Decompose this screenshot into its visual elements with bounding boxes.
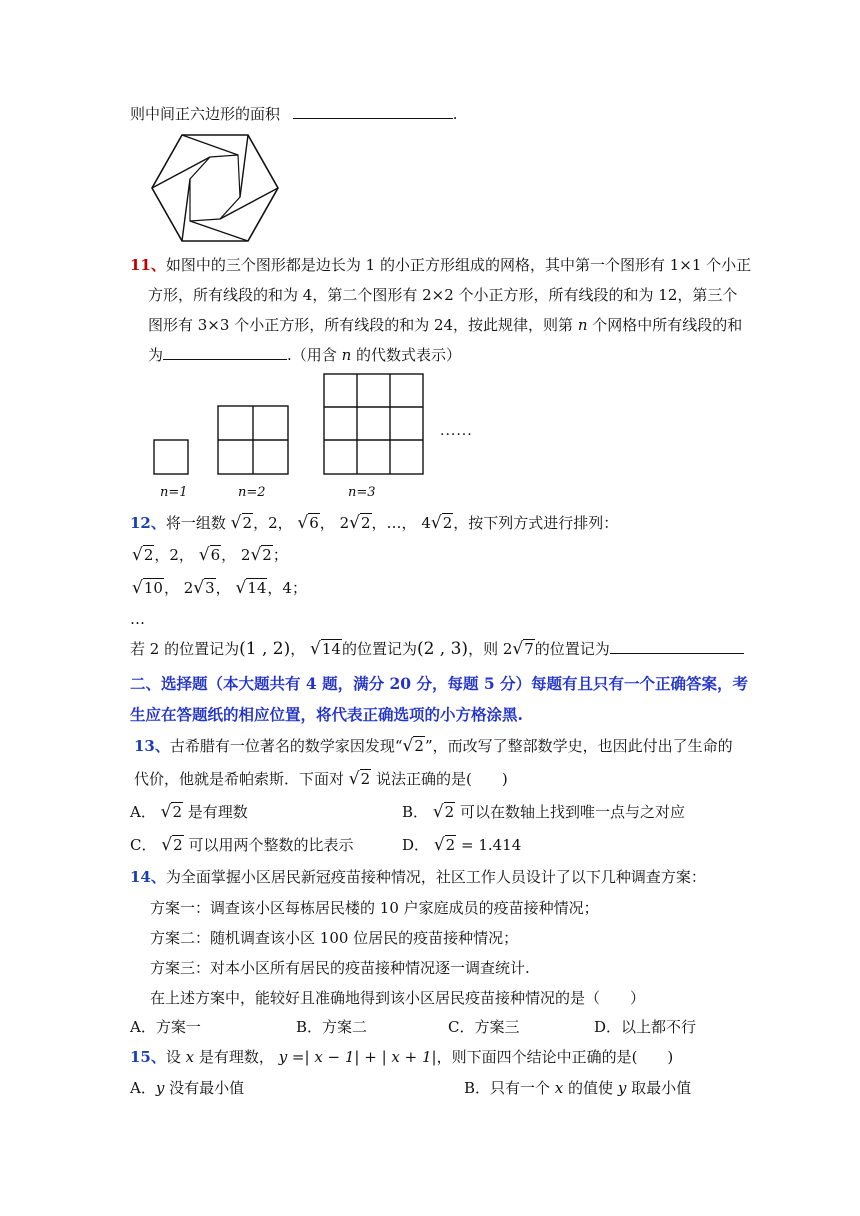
q14-text: 为全面掌握小区居民新冠疫苗接种情况，社区工作人员设计了以下几种调查方案： — [165, 868, 706, 886]
q11-text3a: 图形有 3×3 个小正方形，所有线段的和为 24，按此规律，则第 — [148, 316, 578, 334]
var-y: y — [617, 1079, 627, 1097]
top-line — [130, 103, 458, 124]
coef: 2 — [502, 640, 513, 658]
radicand: 2 — [442, 514, 453, 532]
option-text: 可以在数轴上找到唯一点与之对应 — [459, 803, 685, 821]
q12-number: 12、 — [130, 514, 166, 532]
coef: 2 — [183, 579, 194, 597]
q15-text: 是有理数， — [194, 1048, 274, 1066]
sqrt-2: √2 — [230, 513, 253, 533]
option-label: B． — [402, 803, 429, 821]
option-label: D． — [402, 836, 430, 854]
section-2-heading-cont: 生应在答题纸的相应位置，将代表正确选项的小方格涂黑. — [130, 705, 523, 724]
continuation-dots: ...... — [440, 423, 473, 439]
q13-line2 — [134, 768, 508, 789]
top-line-text: 则中间正六边形的面积 — [130, 105, 281, 123]
q12-text: ，…， — [371, 514, 417, 532]
q12-last-line — [130, 638, 744, 659]
radicand: 2 — [360, 514, 371, 532]
option-text: 的值使 — [563, 1079, 618, 1097]
q12-line1 — [130, 512, 618, 533]
sqrt-2: √2 — [432, 802, 455, 822]
grid-n2 — [218, 406, 288, 474]
option-text: B．只有一个 — [464, 1079, 555, 1097]
q13-text: 古希腊有一位著名的数学家因发现“ — [169, 737, 403, 755]
q14-option-d[interactable]: D．以上都不行 — [594, 1018, 697, 1036]
period: . — [452, 105, 458, 123]
sqrt-2: √2 — [161, 835, 183, 855]
label-n3: n=3 — [348, 485, 376, 500]
q13-number: 13、 — [134, 737, 170, 755]
q15-option-b[interactable] — [464, 1077, 691, 1098]
q12-text: ，2， — [253, 514, 293, 532]
q12-text: ， — [215, 579, 231, 597]
grid-n3 — [324, 374, 423, 474]
radicand: 14 — [321, 640, 341, 658]
radicand: 2 — [242, 514, 253, 532]
coef: 2 — [339, 514, 350, 532]
option-label: A． — [130, 1079, 156, 1097]
sqrt-2: √2 — [132, 545, 154, 565]
sqrt-2: √2 — [160, 802, 183, 822]
q14-plan-1: 方案一：调查该小区每栋居民楼的 10 户家庭成员的疫苗接种情况； — [150, 899, 599, 917]
var-n: n — [341, 346, 352, 364]
sqrt-2: √2 — [402, 736, 424, 756]
q12-row2 — [132, 577, 307, 598]
q15-text: 设 — [165, 1048, 186, 1066]
sqrt-6: √6 — [198, 545, 221, 565]
sqrt-6: √6 — [297, 513, 319, 533]
answer-blank-11[interactable] — [163, 345, 287, 360]
q11-text1: 如图中的三个图形都是边长为 1 的小正方形组成的网格，其中第一个图形有 1×1 个小正 — [165, 256, 752, 274]
option-text: 可以用两个整数的比表示 — [188, 836, 354, 854]
sqrt-2: √2 — [250, 545, 272, 565]
sqrt-2: √2 — [433, 835, 456, 855]
q15-number: 15、 — [130, 1048, 166, 1066]
option-text: 没有最小值 — [164, 1079, 245, 1097]
section-2-heading: 二、选择题（本大题共有 4 题，满分 20 分，每题 5 分）每题有且只有一个正确答案，考 — [130, 674, 749, 693]
q13-option-d[interactable] — [402, 834, 521, 855]
sqrt-10: √10 — [132, 578, 163, 598]
q14-option-b[interactable]: B．方案二 — [296, 1018, 368, 1036]
sqrt-2: √2 — [348, 769, 371, 789]
q12-text: ， — [290, 640, 306, 658]
label-n2: n=2 — [238, 485, 266, 500]
q11-text4c: 的代数式表示） — [351, 346, 462, 364]
q12-text: ，按下列方式进行排列： — [453, 514, 619, 532]
coef: 2 — [240, 546, 251, 564]
radicand: 2 — [414, 737, 424, 755]
sqrt-7: √7 — [512, 639, 534, 659]
q15-option-a[interactable] — [130, 1077, 244, 1098]
q12-text: ； — [272, 546, 288, 564]
q12-row1 — [132, 544, 288, 565]
q13-option-c[interactable] — [130, 834, 353, 855]
var-n: n — [577, 316, 588, 334]
option-text: 是有理数 — [187, 803, 248, 821]
sqrt-2: √2 — [430, 513, 453, 533]
var-x: x — [185, 1048, 195, 1066]
q15-text: ，则下面四个结论中正确的是( ) — [436, 1048, 674, 1066]
radicand: 2 — [172, 803, 183, 821]
grid-n1 — [154, 440, 188, 474]
radicand: 2 — [262, 546, 272, 564]
option-text: = 1.414 — [460, 836, 522, 854]
q12-text: 的位置记为 — [341, 640, 417, 658]
q11-line2: 方形，所有线段的和为 4，第二个图形有 2×2 个小正方形，所有线段的和为 12，第三个 — [148, 286, 738, 304]
sqrt-2: √2 — [349, 513, 371, 533]
q14-line1 — [130, 866, 706, 887]
radicand: 6 — [210, 546, 221, 564]
q14-number: 14、 — [130, 868, 166, 886]
q11-text3b: 个网格中所有线段的和 — [587, 316, 743, 334]
q11-line3 — [148, 314, 742, 335]
answer-blank-12[interactable] — [610, 639, 744, 654]
q11-text4a: 为 — [148, 346, 164, 364]
radicand: 2 — [445, 836, 456, 854]
q12-ellipsis: … — [130, 610, 145, 628]
q14-plan-2: 方案二：随机调查该小区 100 位居民的疫苗接种情况； — [150, 929, 519, 947]
q13-option-a[interactable] — [130, 801, 248, 822]
sqrt-14: √14 — [235, 578, 267, 598]
option-label: A． — [130, 803, 156, 821]
q12-text: 将一组数 — [165, 514, 226, 532]
q14-option-a[interactable]: A．方案一 — [130, 1018, 201, 1036]
q13-line1 — [134, 735, 733, 756]
radicand: 2 — [444, 803, 455, 821]
radicand: 2 — [360, 770, 371, 788]
sqrt-3: √3 — [193, 578, 215, 598]
q11-line4 — [148, 344, 461, 365]
q11-line1 — [130, 254, 751, 275]
q11-text4b: .（用含 — [287, 346, 342, 364]
q14-option-c[interactable]: C．方案三 — [448, 1018, 520, 1036]
radicand: 6 — [309, 514, 319, 532]
q15-line1 — [130, 1046, 673, 1067]
q14-plan-3: 方案三：对本小区所有居民的疫苗接种情况逐一调查统计. — [150, 959, 530, 977]
q13-text: ”，而改写了整部数学史，也因此付出了生命的 — [424, 737, 733, 755]
q12-text: ， — [221, 546, 237, 564]
position-1: (1 , 2) — [239, 639, 291, 659]
radicand: 10 — [143, 579, 163, 597]
q12-text: ， — [163, 579, 179, 597]
option-label: C． — [130, 836, 157, 854]
q13-text: 代价，他就是希帕索斯．下面对 — [134, 770, 345, 788]
label-n1: n=1 — [160, 485, 188, 500]
sqrt-14: √14 — [310, 639, 341, 659]
radicand: 14 — [247, 579, 267, 597]
q13-text: 说法正确的是( ) — [375, 770, 508, 788]
option-text: 取最小值 — [626, 1079, 692, 1097]
q15-formula: y =| x − 1| + | x + 1| — [278, 1048, 437, 1066]
radicand: 2 — [143, 546, 154, 564]
q12-text: 的位置记为 — [534, 640, 610, 658]
radicand: 7 — [524, 640, 534, 658]
q12-text: ， — [319, 514, 335, 532]
q12-text: ，4； — [267, 579, 307, 597]
q12-text: ，则 — [468, 640, 499, 658]
q14-question: 在上述方案中，能较好且准确地得到该小区居民疫苗接种情况的是（ ） — [150, 989, 646, 1007]
q12-text: ，2， — [154, 546, 194, 564]
var-x: x — [554, 1079, 564, 1097]
var-y: y — [155, 1079, 165, 1097]
answer-blank-10[interactable] — [293, 104, 453, 119]
q11-number: 11、 — [130, 256, 166, 274]
hexagon-figure — [150, 133, 280, 243]
q12-text: 若 2 的位置记为 — [130, 640, 240, 658]
position-2: (2 , 3) — [416, 639, 469, 659]
grid-figures — [150, 372, 480, 502]
radicand: 2 — [173, 836, 183, 854]
coef: 4 — [421, 514, 431, 532]
q13-option-b[interactable] — [402, 801, 685, 822]
